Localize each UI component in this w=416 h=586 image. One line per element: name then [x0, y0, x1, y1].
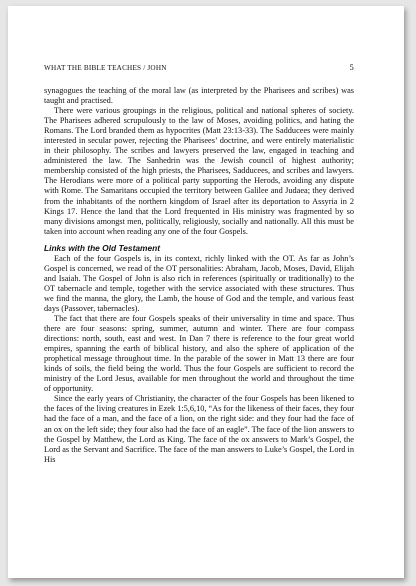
paragraph: There were various groupings in the religious, political and national spheres of society. The Pharisees adhered scrupulously to the law of Moses, avoiding politics, and hating the Romans. The Lord branded them as hypocrites (Matt 23:13-33). The Sadducees were mainly interested in secular power, rejecting the Pharisees’ doctrine, and were entirely materialistic in their philosophy. The scribes and lawyers preserved the law, engaged in teaching and administered the law. The Sanhedrin was the Jewish council of highest authority; membership consisted of the high priests, the Pharisees, Sadducees, and scribes and lawyers. The Herodians were more of a political party supporting the Herods, avoiding any dispute with Rome. The Samaritans occupied the territory between Galilee and Judaea; they derived from the inhabitants of the northern kingdom of Israel after its deportation to Assyria in 2 Kings 17. Hence the land that the Lord frequented in His ministry was fragmented by so many divisions amongst men, politically, religiously, socially and nationally. All this must be taken into account when reading any one of the four Gospels. — [44, 106, 354, 236]
running-header — [44, 62, 354, 72]
running-title: WHAT THE BIBLE TEACHES / JOHN — [44, 64, 167, 72]
paragraph: The fact that there are four Gospels speaks of their universality in time and space. Thus there are four seasons: spring, summer, autumn and winter. There are four compass directions: north, south, east and west. In Dan 7 there is reference to the four great world empires, spanning the earth of biblical history, and also the sphere of application of the prophetical message throughout time. In the parable of the sower in Matt 13 there are four kinds of soils, the field being the world. Thus the four Gospels are sufficient to record the ministry of the Lord Jesus, available for men throughout the world and throughout the time of opportunity. — [44, 313, 354, 394]
page-number: 5 — [349, 62, 354, 72]
book-page — [8, 6, 404, 578]
paragraph: Each of the four Gospels is, in its context, richly linked with the OT. As far as John’s Gospel is concerned, we read of the OT personalities: Abraham, Jacob, Moses, David, Elijah and Isaiah. The Gospel of John is also rich in references (spiritually or traditionally) to the OT tabernacle and temple, together with the service associated with these structures. Thus we find the manna, the glory, the Lamb, the house of God and the temple, and various feast days (Passover, tabernacles). — [44, 253, 354, 313]
page-body — [44, 86, 354, 465]
paragraph: Since the early years of Christianity, the character of the four Gospels has been likened to the faces of the living creatures in Ezek 1:5,6,10, “As for the likeness of their faces, they four had the face of a man, and the face of a lion, on the right side: and they four had the face of an ox on the left side; they four also had the face of an eagle”. The face of the lion answers to the Gospel by Matthew, the Lord as King. The face of the ox answers to Mark’s Gospel, the Lord as the Servant and Sacrifice. The face of the man answers to Luke’s Gospel, the Lord in His — [44, 394, 354, 464]
paragraph: synagogues the teaching of the moral law (as interpreted by the Pharisees and scribes) was taught and practised. — [44, 86, 354, 106]
section-heading: Links with the Old Testament — [44, 242, 161, 253]
